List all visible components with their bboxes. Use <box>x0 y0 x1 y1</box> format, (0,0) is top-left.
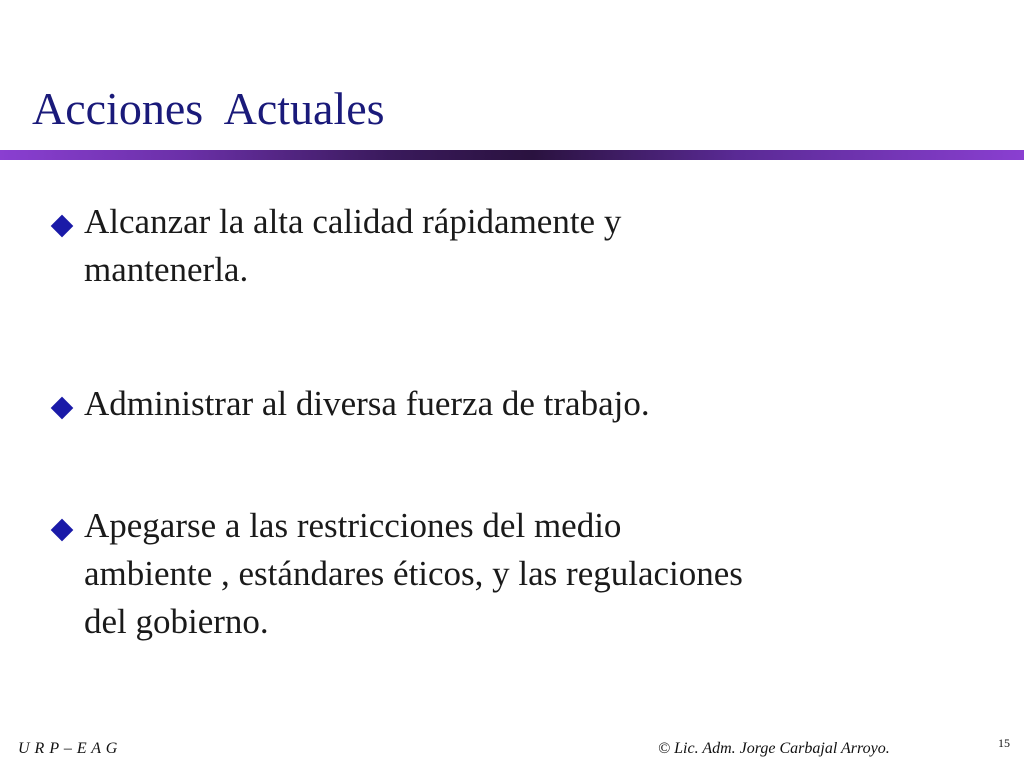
bullet-text-3: Apegarse a las restricciones del medio ambiente , estándares éticos, y las regulaciones del gobierno. <box>84 506 743 641</box>
diamond-bullet-icon <box>51 397 74 420</box>
footer-left-text: U R P – E A G <box>18 740 118 757</box>
diamond-bullet-icon <box>51 215 74 238</box>
bullet-text-1: Alcanzar la alta calidad rápidamente y mantenerla. <box>84 202 622 289</box>
diamond-bullet-icon <box>51 519 74 542</box>
footer-copyright: © Lic. Adm. Jorge Carbajal Arroyo. <box>658 740 890 757</box>
page-number: 15 <box>998 736 1010 750</box>
bullet-text-2: Administrar al diversa fuerza de trabajo. <box>84 384 650 423</box>
slide-title: Acciones Actuales <box>32 83 385 134</box>
